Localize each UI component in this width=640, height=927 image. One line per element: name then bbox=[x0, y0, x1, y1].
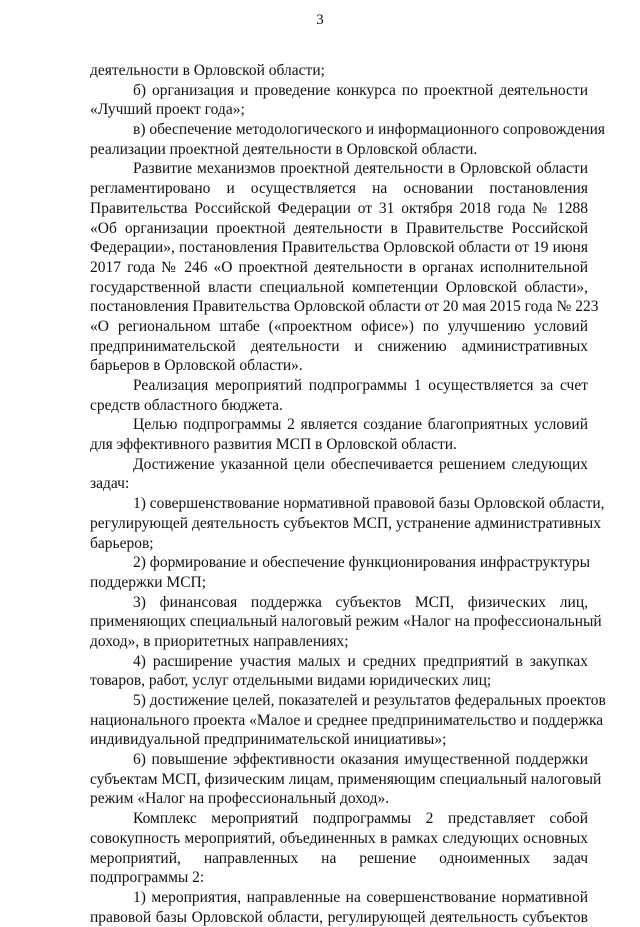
text-line: Правительства Российской Федерации от 31 октября 2018 года № 1288 bbox=[90, 199, 588, 217]
text-line: 1) мероприятия, направленные на совершенствование нормативной bbox=[133, 888, 588, 906]
text-line: 1) совершенствование нормативной правовой базы Орловской области, bbox=[133, 495, 605, 513]
text-line: барьеров; bbox=[90, 534, 154, 552]
text-line: Целью подпрограммы 2 является создание благоприятных условий bbox=[133, 416, 588, 434]
page-number: 3 bbox=[316, 12, 324, 28]
text-line: поддержки МСП; bbox=[90, 573, 207, 591]
text-line: индивидуальной предпринимательской инициативы»; bbox=[90, 731, 447, 749]
text-line: 5) достижение целей, показателей и результатов федеральных проектов bbox=[133, 692, 606, 709]
text-line: режим «Налог на профессиональный доход». bbox=[90, 790, 390, 808]
text-line: для эффективного развития МСП в Орловской области. bbox=[90, 436, 457, 454]
text-line: «Лучший проект года»; bbox=[90, 101, 245, 119]
text-line: предпринимательской деятельности и снижению административных bbox=[90, 337, 588, 355]
text-line: Федерации», постановления Правительства Орловской области от 19 июня bbox=[90, 239, 588, 257]
text-line: подпрограммы 2: bbox=[90, 869, 205, 887]
text-line: применяющих специальный налоговый режим «Налог на профессиональный bbox=[90, 613, 602, 631]
text-line: б) организация и проведение конкурса по проектной деятельности bbox=[133, 81, 588, 99]
text-line: Развитие механизмов проектной деятельности в Орловской области bbox=[133, 160, 588, 178]
text-line: 2) формирование и обеспечение функционирования инфраструктуры bbox=[133, 554, 591, 572]
text-line: Комплекс мероприятий подпрограммы 2 представляет собой bbox=[133, 810, 588, 828]
text-line: 3) финансовая поддержка субъектов МСП, физических лиц, bbox=[133, 593, 588, 611]
text-line: регламентировано и осуществляется на основании постановления bbox=[90, 180, 588, 198]
text-line: Достижение указанной цели обеспечивается решением следующих bbox=[133, 455, 588, 473]
text-line: «О региональном штабе («проектном офисе») по улучшению условий bbox=[90, 317, 588, 335]
text-line: регулирующей деятельность субъектов МСП, устранение административных bbox=[90, 514, 601, 532]
text-line: «Об организации проектной деятельности в Правительстве Российской bbox=[90, 219, 588, 237]
text-line: совокупность мероприятий, объединенных в рамках следующих основных bbox=[90, 829, 588, 847]
text-line: в) обеспечение методологического и информационного сопровождения bbox=[133, 121, 606, 139]
text-line: 4) расширение участия малых и средних предприятий в закупках bbox=[133, 652, 588, 670]
text-line: постановления Правительства Орловской области от 20 мая 2015 года № 223 bbox=[90, 298, 599, 316]
text-line: средств областного бюджета. bbox=[90, 396, 283, 414]
document-body bbox=[90, 61, 606, 927]
text-line: национального проекта «Малое и среднее предпринимательство и поддержка bbox=[90, 711, 604, 729]
text-line: товаров, работ, услуг отдельными видами юридических лиц; bbox=[90, 672, 492, 690]
text-line: 2017 года № 246 «О проектной деятельности в органах исполнительной bbox=[90, 258, 588, 276]
text-line: государственной власти специальной компетенции Орловской области», bbox=[90, 278, 588, 296]
text-line: реализации проектной деятельности в Орловской области. bbox=[90, 140, 478, 158]
text-line: задач: bbox=[90, 475, 130, 493]
text-line: деятельности в Орловской области; bbox=[90, 62, 325, 79]
text-line: 6) повышение эффективности оказания имущественной поддержки bbox=[133, 751, 588, 769]
text-line: Реализация мероприятий подпрограммы 1 осуществляется за счет bbox=[133, 377, 588, 394]
text-line: мероприятий, направленных на решение одноименных задач bbox=[90, 849, 588, 867]
text-line: барьеров в Орловской области». bbox=[90, 357, 303, 375]
text-line: правовой базы Орловской области, регулирующей деятельность субъектов bbox=[90, 908, 588, 926]
text-line: доход», в приоритетных направлениях; bbox=[90, 632, 349, 650]
text-line: субъектам МСП, физическим лицам, применяющим специальный налоговый bbox=[90, 770, 602, 788]
